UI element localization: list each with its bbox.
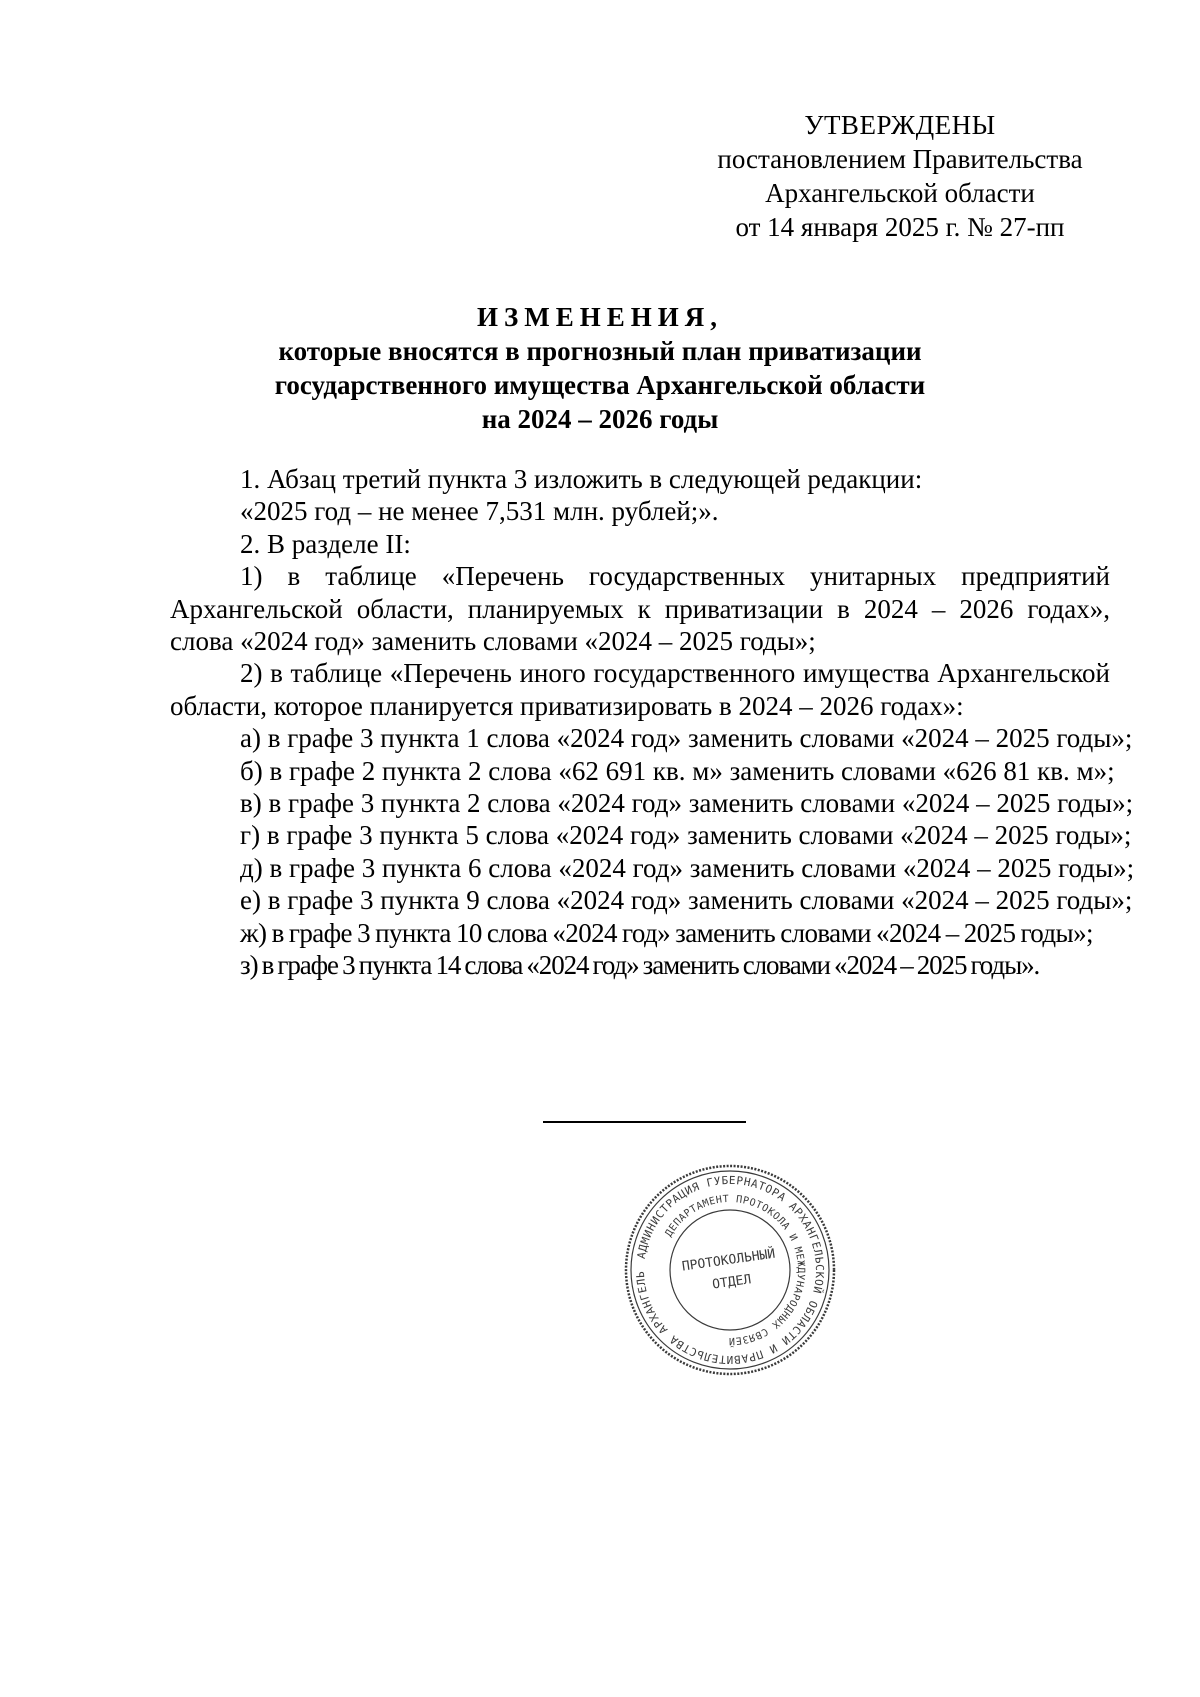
official-stamp (620, 1160, 840, 1380)
approval-line-3: от 14 января 2025 г. № 27-пп (735, 212, 1065, 242)
approval-heading: УТВЕРЖДЕНЫ (804, 110, 996, 140)
list-item-g: г) в графе 3 пункта 5 слова «2024 год» заменить словами «2024 – 2025 годы»; (240, 820, 1132, 851)
list-item-a: а) в графе 3 пункта 1 слова «2024 год» заменить словами «2024 – 2025 годы»; (240, 723, 1133, 754)
paragraph-2: «2025 год – не менее 7,531 млн. рублей;». (240, 496, 719, 527)
signature-rule (543, 1121, 746, 1123)
approval-line-2: Архангельской области (765, 178, 1035, 208)
document-title (200, 300, 1000, 436)
paragraph-4: 1) в таблице «Перечень государственных унитарных предприятий Архангельской области, планируемых к приватизации в 2024 – 2026 годах», слова «2024 год» заменить словами «2024 – 2025 годы»; (170, 561, 1110, 657)
list-item-v: в) в графе 3 пункта 2 слова «2024 год» заменить словами «2024 – 2025 годы»; (240, 788, 1134, 819)
approval-block (690, 108, 1110, 244)
stamp-inner-text: ДЕПАРТАМЕНТ ПРОТОКОЛА И МЕЖДУНАРОДНЫХ СВЯЗЕЙ (663, 1193, 807, 1347)
paragraph-5: 2) в таблице «Перечень иного государственного имущества Архангельской области, которое планируется приватизировать в 2024 – 2026 годах»: (170, 658, 1110, 721)
list-item-e: е) в графе 3 пункта 9 слова «2024 год» заменить словами «2024 – 2025 годы»; (240, 885, 1133, 916)
title-line-3: на 2024 – 2026 годы (481, 404, 719, 434)
title-line-2: государственного имущества Архангельской области (274, 370, 926, 400)
stamp-center-line-2: ОТДЕЛ (711, 1272, 753, 1293)
document-body (170, 463, 1135, 982)
approval-line-1: постановлением Правительства (717, 144, 1083, 174)
list-item-d: д) в графе 3 пункта 6 слова «2024 год» заменить словами «2024 – 2025 годы»; (240, 852, 1135, 883)
stamp-seal-icon (620, 1160, 840, 1380)
title-line-1: которые вносятся в прогнозный план приватизации (278, 336, 922, 366)
list-item-z: з) в графе 3 пункта 14 слова «2024 год» заменить словами «2024 – 2025 годы». (240, 950, 1040, 981)
paragraph-1: 1. Абзац третий пункта 3 изложить в следующей редакции: (240, 464, 923, 494)
paragraph-3: 2. В разделе II: (240, 528, 411, 559)
list-item-zh: ж) в графе 3 пункта 10 слова «2024 год» заменить словами «2024 – 2025 годы»; (240, 917, 1093, 948)
title-main: ИЗМЕНЕНИЯ, (476, 302, 723, 332)
stamp-center-line-1: ПРОТОКОЛЬНЫЙ (681, 1246, 777, 1275)
stamp-outer-text: АДМИНИСТРАЦИЯ ГУБЕРНАТОРА АРХАНГЕЛЬСКОЙ ОБЛАСТИ И ПРАВИТЕЛЬСТВА АРХАНГЕЛЬ (633, 1173, 827, 1367)
list-item-b: б) в графе 2 пункта 2 слова «62 691 кв. м» заменить словами «626 81 кв. м»; (240, 755, 1115, 786)
